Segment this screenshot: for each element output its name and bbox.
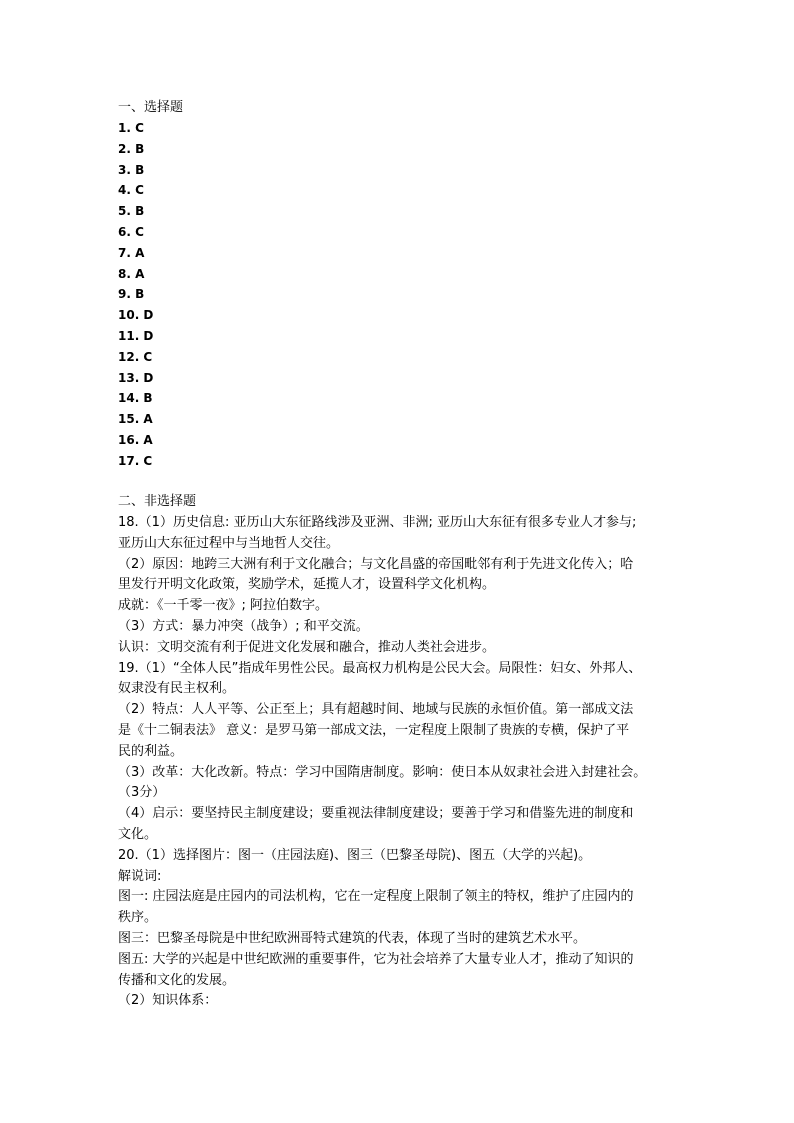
answer-item-6: 6. C — [118, 224, 144, 239]
text-line: （3）方式：暴力冲突（战争）; 和平交流。 — [118, 618, 369, 634]
answer-item-12: 12. C — [118, 349, 153, 364]
text-line: 民的利益。 — [118, 743, 184, 759]
answer-item-3: 3. B — [118, 162, 145, 177]
text-line: （2）特点：人人平等、公正至上；具有超越时间、地域与民族的永恒价值。第一部成文法 — [118, 702, 634, 718]
answer-item-7: 7. A — [118, 245, 145, 260]
answer-item-13: 13. D — [118, 370, 154, 385]
text-line: 18.（1）历史信息: 亚历山大东征路线涉及亚洲、非洲; 亚历山大东征有很多专业人才参与; — [118, 515, 637, 530]
answer-item-2: 2. B — [118, 141, 145, 156]
text-line: 19.（1）“全体人民”指成年男性公民。最高权力机构是公民大会。局限性：妇女、外邦人、 — [118, 660, 642, 676]
text-line: 解说词: — [118, 868, 162, 884]
choice-answer-list — [118, 118, 153, 472]
section-title-choice: 一、选择题 — [118, 100, 184, 115]
text-line: 文化。 — [118, 826, 158, 842]
text-line: 是《十二铜表法》 意义：是罗马第一部成文法，一定程度上限制了贵族的专横，保护了平 — [118, 722, 630, 738]
text-line: 图一: 庄园法庭是庄园内的司法机构，它在一定程度上限制了领主的特权，维护了庄园内的 — [118, 889, 634, 905]
text-line: 成就：《一千零一夜》; 阿拉伯数字。 — [118, 598, 329, 614]
text-line: （2）原因：地跨三大洲有利于文化融合；与文化昌盛的帝国毗邻有利于先进文化传入；哈 — [118, 556, 634, 572]
answer-item-1: 1. C — [118, 121, 144, 135]
text-line: 秩序。 — [118, 910, 158, 926]
text-line: 图五: 大学的兴起是中世纪欧洲的重要事件，它为社会培养了大量专业人才，推动了知识的 — [118, 951, 634, 967]
text-line: 图三：巴黎圣母院是中世纪欧洲哥特式建筑的代表，体现了当时的建筑艺术水平。 — [118, 930, 587, 946]
section-title-nonchoice: 二、非选择题 — [118, 494, 197, 509]
text-line: 认识：文明交流有利于促进文化发展和融合，推动人类社会进步。 — [118, 639, 496, 655]
answer-item-14: 14. B — [118, 391, 153, 406]
text-line: 奴隶没有民主权利。 — [118, 681, 236, 697]
answer-item-10: 10. D — [118, 308, 154, 323]
answer-item-16: 16. A — [118, 432, 153, 447]
answer-item-9: 9. B — [118, 287, 145, 302]
answer-item-11: 11. D — [118, 328, 154, 343]
answer-item-4: 4. C — [118, 183, 144, 198]
answer-item-15: 15. A — [118, 412, 153, 427]
text-line: （3分） — [118, 785, 166, 801]
text-line: （2）知识体系： — [118, 993, 218, 1009]
text-line: 20.（1）选择图片：图一（庄园法庭)、图三（巴黎圣母院)、图五（大学的兴起)。 — [118, 847, 592, 863]
text-line: （3）改革：大化改新。特点：学习中国隋唐制度。影响：使日本从奴隶社会进入封建社会。 — [118, 764, 647, 780]
answer-item-5: 5. B — [118, 204, 145, 219]
answer-item-8: 8. A — [118, 266, 145, 281]
text-line: 亚历山大东征过程中与当地哲人交往。 — [118, 535, 340, 551]
text-line: （4）启示：要坚持民主制度建设；要重视法律制度建设；要善于学习和借鉴先进的制度和 — [118, 806, 634, 822]
text-line: 传播和文化的发展。 — [118, 972, 236, 988]
nonchoice-answers — [118, 513, 698, 1012]
answer-item-17: 17. C — [118, 453, 153, 468]
text-line: 里发行开明文化政策，奖励学术，延揽人才，设置科学文化机构。 — [118, 577, 496, 593]
